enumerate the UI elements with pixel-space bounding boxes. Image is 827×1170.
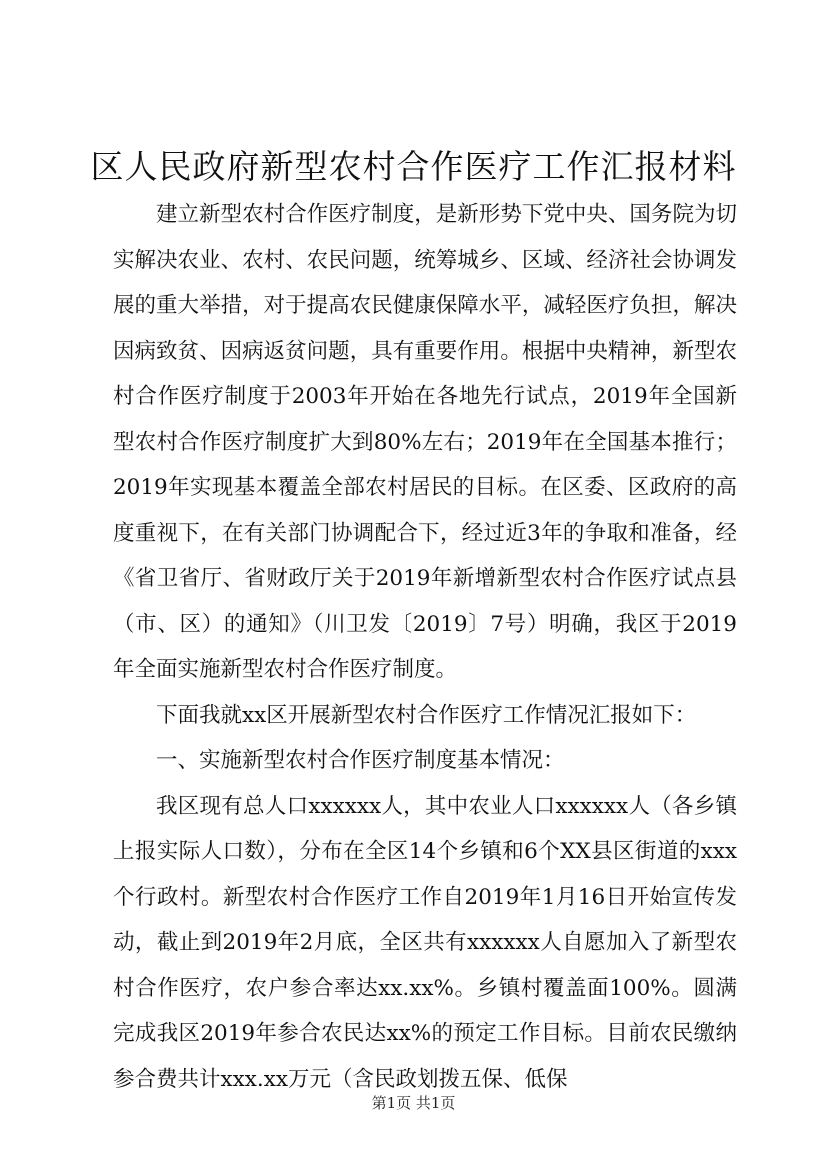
paragraph-intro: 建立新型农村合作医疗制度，是新形势下党中央、国务院为切实解决农业、农村、农民问题，统筹城乡、区域、经济社会协调发展的重大举措，对于提高农民健康保障水平，减轻医疗负担，解决因病致贫、因病返贫问题，具有重要作用。根据中央精神，新型农村合作医疗制度于2003年开始在各地先行试点，2019年全国新型农村合作医疗制度扩大到80%左右；2019年在全国基本推行；2019年实现基本覆盖全部农村居民的目标。在区委、区政府的高度重视下，在有关部门协调配合下，经过近3年的争取和准备，经《省卫省厅、省财政厅关于2019年新增新型农村合作医疗试点县（市、区）的通知》（川卫发〔2019〕7号）明确，我区于2019年全面实施新型农村合作医疗制度。 [113, 202, 737, 682]
paragraph-basic-situation: 我区现有总人口xxxxxx人，其中农业人口xxxxxx人（各乡镇上报实际人口数），分布在全区14个乡镇和6个XX县区街道的xxx个行政村。新型农村合作医疗工作自2019年1月16日开始宣传发动，截止到2019年2月底，全区共有xxxxxx人自愿加入了新型农村合作医疗，农户参合率达xx.xx%。乡镇村覆盖面100%。圆满完成我区2019年参合农民达xx%的预定工作目标。目前农民缴纳参合费共计xxx.xx万元（含民政划拨五保、低保 [113, 793, 737, 1092]
paragraph-report-lead: 下面我就xx区开展新型农村合作医疗工作情况汇报如下： [156, 702, 697, 728]
document-body [113, 192, 737, 1102]
section-heading-1: 一、实施新型农村合作医疗制度基本情况： [156, 748, 565, 773]
page-footer: 第1页 共1页 [371, 1094, 456, 1112]
page-title: 区人民政府新型农村合作医疗工作汇报材料 [90, 147, 737, 186]
